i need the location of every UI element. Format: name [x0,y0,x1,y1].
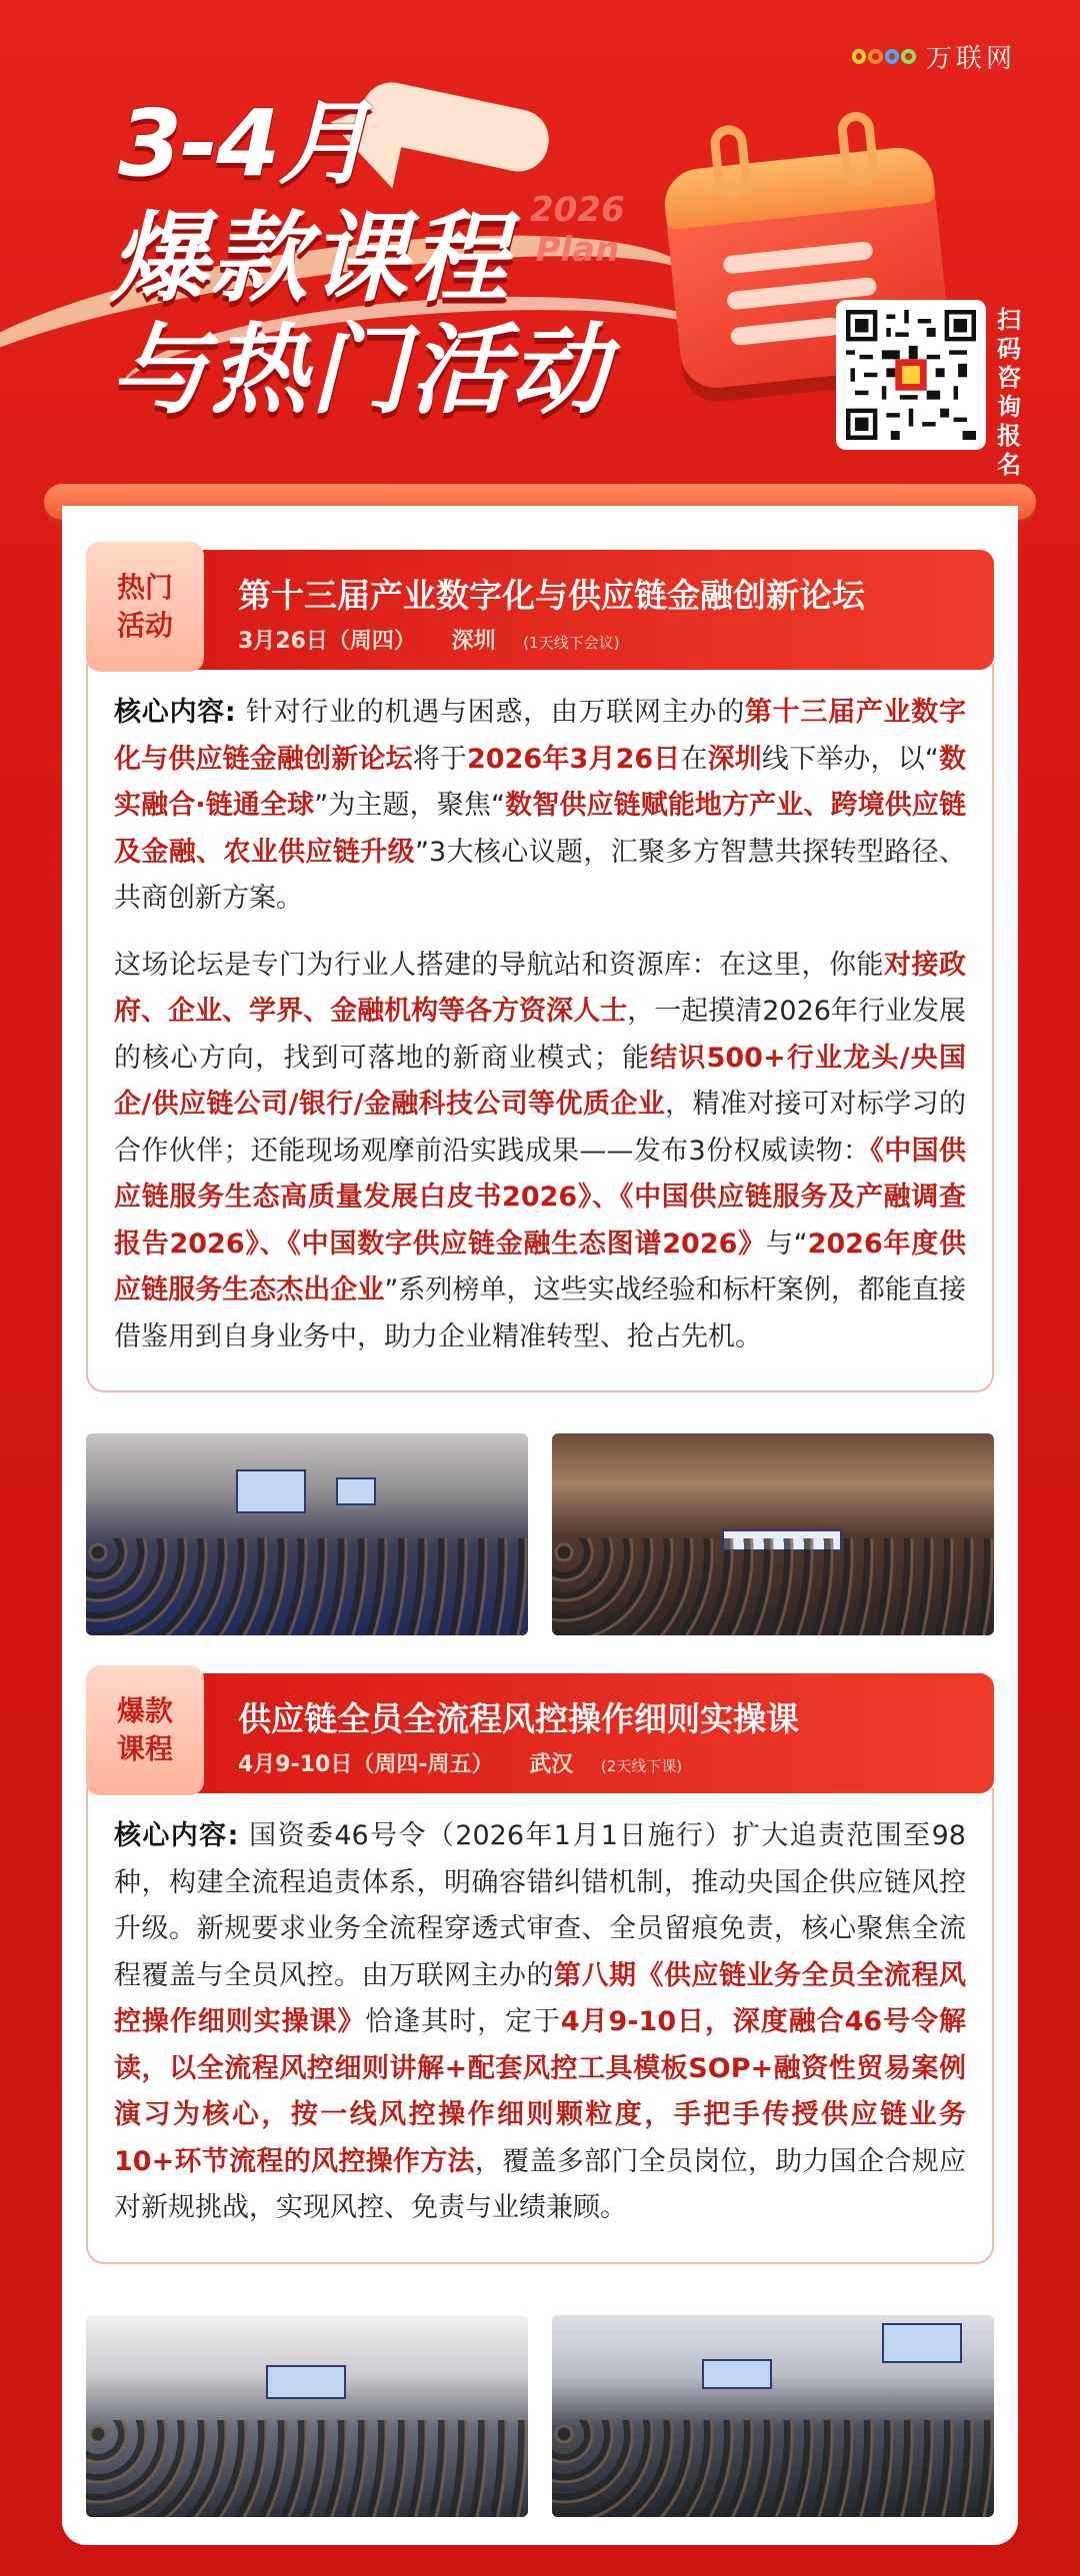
body-text: 线下举办，以“ [761,743,939,775]
body-text: ”3大核心议题，汇聚多方智慧共探转型路径、共商创新方案。 [114,836,967,914]
body-text: 与“ [765,1228,808,1260]
body-text: 国资委46号令（2026年1月1日施行）扩大追责范围至98种，构建全流程追责体系，明确容错纠错机制，推动央国企供应链风控升级。新规要求业务全流程穿透式审查、全员留痕免责，核心聚焦全流程覆盖与全员风控。由万联网主办的 [114,1820,966,1991]
course-photo [86,2315,528,2517]
plan-word: Plan [535,230,620,270]
body-paragraph [114,943,966,1361]
body-paragraph [114,690,966,923]
section-body [86,1787,994,2264]
highlight-text: 第八期《供应链业务全员全流程风控操作细则实操课》 [114,1959,966,2037]
brand-name: 万联网 [925,44,1016,74]
section-schedule [238,1747,682,1778]
section-mode: (2天线下课) [600,1757,683,1775]
event-section [86,542,994,1392]
highlight-text: 对接政府、企业、学界、金融机构等各方资深人士 [114,949,966,1027]
event-photo [86,1433,528,1635]
plan-year: 2026 [530,190,625,230]
body-text: 针对行业的机遇与困惑，由万联网主办的 [245,697,745,728]
highlight-text: 4月9-10日，深度融合46号令解读，以全流程风控细则讲解+配套风控工具模板SOP+融资性贸易案例演习为核心，按一线风控操作细则颗粒度，手把手传授供应链业务10+环节流程的风控操作方法 [114,2006,967,2177]
course-section [86,1665,994,2264]
hero-title-line-1: 3-4月 [118,90,369,197]
qr-code-icon [846,310,976,440]
qr-caption: 扫码咨询报名 [997,306,1021,479]
section-body [86,664,994,1392]
plan-badge [530,190,625,270]
body-text: 在 [680,743,708,775]
brand-logo [852,38,1016,75]
body-text: 将于 [412,743,468,775]
hero-title-line-3: 与热门活动 [110,314,611,428]
section-schedule [238,624,620,655]
body-paragraph [114,1813,966,2232]
section-place: 深圳 [451,629,496,654]
body-text: 恰逢其时，定于 [365,2006,561,2037]
highlight-text: 数实融合·链通全球 [114,743,966,821]
photo-row [86,1433,994,1635]
content-card [62,506,1018,2545]
brand-rings-icon [852,44,916,70]
body-text: ”为主题，聚焦“ [314,790,505,821]
highlight-text: 数智供应链赋能地方产业、跨境供应链及金融、农业供应链升级 [114,790,966,868]
body-text: ，覆盖多部门全员岗位，助力国企合规应对新规挑战，实现风控、免责与业绩兼顾。 [114,2145,966,2223]
content-label: 核心内容: [114,1820,250,1851]
section-title: 第十三届产业数字化与供应链金融创新论坛 [238,576,865,615]
section-date: 4月9-10日（周四-周五） [238,1752,494,1777]
section-date: 3月26日（周四） [238,629,416,654]
highlight-text: 2026年度供应链服务生态杰出企业 [114,1228,966,1305]
hero-banner [0,0,1080,500]
body-text: ”系列榜单，这些实战经验和标杆案例，都能直接借鉴用到自身业务中，助力企业精准转型、抢占先机。 [114,1275,966,1352]
hero-title-line-2: 爆款课程 [110,202,511,316]
section-tag: 热门 活动 [86,542,204,672]
body-text: ，一起摸清2026年行业发展的核心方向，找到可落地的新商业模式；能 [114,996,966,1074]
section-tag: 爆款 课程 [86,1665,204,1795]
body-text: 这场论坛是专门为行业人搭建的导航站和资源库：在这里，你能 [114,949,884,981]
course-photo [552,2315,994,2517]
section-mode: (1天线下会议) [523,634,620,652]
body-text: ，精准对接可对标学习的合作伙伴；还能现场观摩前沿实践成果——发布3份权威读物： [114,1089,967,1167]
event-photo [552,1433,994,1635]
section-place: 武汉 [529,1752,574,1777]
highlight-text: 第十三届产业数字化与供应链金融创新论坛 [114,697,967,775]
photo-row [86,2315,994,2517]
content-label: 核心内容: [114,697,246,728]
highlight-text: 《中国供应链服务生态高质量发展白皮书2026》、《中国供应链服务及产融调查报告2026》、《中国数字供应链金融生态图谱2026》 [114,1135,966,1260]
section-title: 供应链全员全流程风控操作细则实操课 [238,1699,799,1738]
highlight-text: 2026年3月26日 [467,743,681,775]
highlight-text: 深圳 [707,743,762,775]
section-header [86,1665,994,1787]
highlight-text: 结识500+行业龙头/央国企/供应链公司/银行/金融科技公司等优质企业 [114,1042,966,1120]
qr-code[interactable] [836,300,986,450]
section-header [86,542,994,664]
